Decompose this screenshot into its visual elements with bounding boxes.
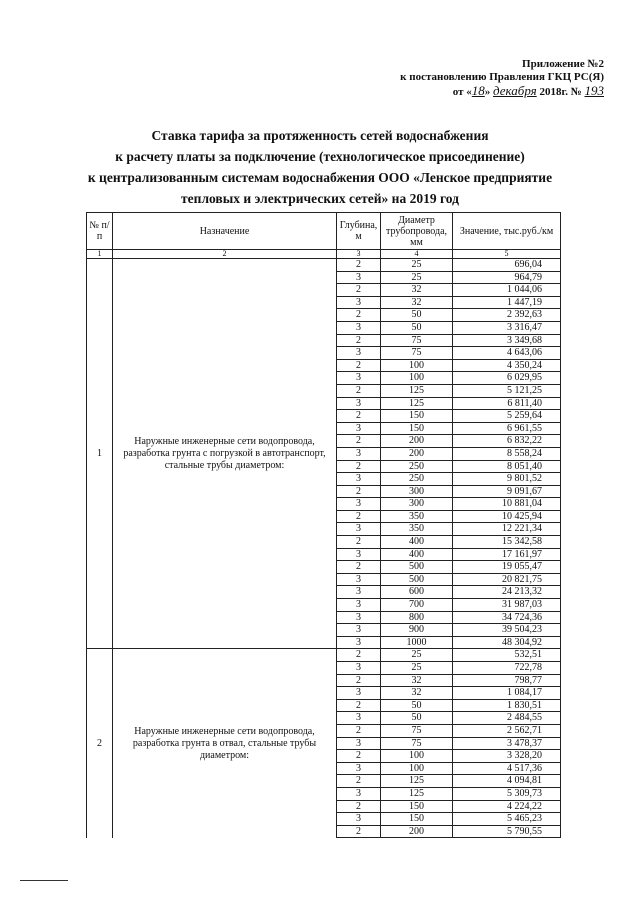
depth-cell: 2 xyxy=(337,460,381,473)
value-cell: 39 504,23 xyxy=(453,624,561,637)
depth-cell: 3 xyxy=(337,599,381,612)
document-title xyxy=(60,125,580,209)
value-cell: 1 447,19 xyxy=(453,296,561,309)
diameter-cell: 100 xyxy=(381,359,453,372)
date-year: 2018г. № xyxy=(539,86,582,98)
diameter-cell: 500 xyxy=(381,561,453,574)
depth-cell: 2 xyxy=(337,435,381,448)
value-cell: 31 987,03 xyxy=(453,599,561,612)
depth-cell: 3 xyxy=(337,712,381,725)
value-cell: 2 562,71 xyxy=(453,724,561,737)
diameter-cell: 125 xyxy=(381,397,453,410)
value-cell: 8 558,24 xyxy=(453,447,561,460)
depth-cell: 3 xyxy=(337,787,381,800)
diameter-cell: 75 xyxy=(381,347,453,360)
diameter-cell: 75 xyxy=(381,724,453,737)
depth-cell: 3 xyxy=(337,321,381,334)
diameter-cell: 32 xyxy=(381,687,453,700)
depth-cell: 2 xyxy=(337,309,381,322)
title-line-3: к централизованным системам водоснабжения ООО «Ленское предприятие xyxy=(87,170,553,185)
value-cell: 8 051,40 xyxy=(453,460,561,473)
diameter-cell: 350 xyxy=(381,510,453,523)
value-cell: 3 478,37 xyxy=(453,737,561,750)
date-day: 18 xyxy=(471,83,485,98)
depth-cell: 3 xyxy=(337,662,381,675)
value-cell: 532,51 xyxy=(453,649,561,662)
diameter-cell: 400 xyxy=(381,548,453,561)
value-cell: 4 224,22 xyxy=(453,800,561,813)
diameter-cell: 300 xyxy=(381,485,453,498)
diameter-cell: 125 xyxy=(381,787,453,800)
diameter-cell: 250 xyxy=(381,473,453,486)
depth-cell: 3 xyxy=(337,762,381,775)
value-cell: 1 084,17 xyxy=(453,687,561,700)
depth-cell: 2 xyxy=(337,284,381,297)
value-cell: 6 029,95 xyxy=(453,372,561,385)
resolution-date xyxy=(304,84,604,99)
value-cell: 5 309,73 xyxy=(453,787,561,800)
diameter-cell: 200 xyxy=(381,825,453,838)
depth-cell: 2 xyxy=(337,649,381,662)
depth-cell: 2 xyxy=(337,674,381,687)
diameter-cell: 300 xyxy=(381,498,453,511)
title-line-2: к расчету платы за подключение (технологическое присоединение) xyxy=(115,149,525,164)
header-diameter: Диаметр трубопровода, мм xyxy=(381,213,453,250)
value-cell: 10 425,94 xyxy=(453,510,561,523)
value-cell: 4 643,06 xyxy=(453,347,561,360)
resolution-line: к постановлению Правления ГКЦ РС(Я) xyxy=(400,71,604,83)
footnote-divider xyxy=(20,880,68,881)
diameter-cell: 600 xyxy=(381,586,453,599)
value-cell: 3 349,68 xyxy=(453,334,561,347)
appendix-block xyxy=(304,58,604,99)
depth-cell: 2 xyxy=(337,699,381,712)
depth-cell: 2 xyxy=(337,561,381,574)
depth-cell: 2 xyxy=(337,536,381,549)
diameter-cell: 250 xyxy=(381,460,453,473)
group-description: Наружные инженерные сети водопровода, разработка грунта с погрузкой в автотранспорт, стальные трубы диаметром: xyxy=(113,259,337,649)
value-cell: 4 350,24 xyxy=(453,359,561,372)
value-cell: 4 517,36 xyxy=(453,762,561,775)
diameter-cell: 350 xyxy=(381,523,453,536)
value-cell: 24 213,32 xyxy=(453,586,561,599)
header-depth: Глубина, м xyxy=(337,213,381,250)
value-cell: 5 121,25 xyxy=(453,384,561,397)
depth-cell: 2 xyxy=(337,775,381,788)
value-cell: 9 091,67 xyxy=(453,485,561,498)
value-cell: 3 316,47 xyxy=(453,321,561,334)
value-cell: 15 342,58 xyxy=(453,536,561,549)
depth-cell: 3 xyxy=(337,636,381,649)
diameter-cell: 25 xyxy=(381,662,453,675)
depth-cell: 2 xyxy=(337,384,381,397)
header-num: № п/п xyxy=(87,213,113,250)
depth-cell: 3 xyxy=(337,498,381,511)
depth-cell: 3 xyxy=(337,813,381,826)
value-cell: 2 484,55 xyxy=(453,712,561,725)
value-cell: 3 328,20 xyxy=(453,750,561,763)
depth-cell: 3 xyxy=(337,687,381,700)
diameter-cell: 25 xyxy=(381,271,453,284)
header-purpose: Назначение xyxy=(113,213,337,250)
value-cell: 17 161,97 xyxy=(453,548,561,561)
value-cell: 4 094,81 xyxy=(453,775,561,788)
depth-cell: 2 xyxy=(337,334,381,347)
diameter-cell: 50 xyxy=(381,712,453,725)
value-cell: 34 724,36 xyxy=(453,611,561,624)
diameter-cell: 1000 xyxy=(381,636,453,649)
depth-cell: 2 xyxy=(337,410,381,423)
diameter-cell: 32 xyxy=(381,284,453,297)
diameter-cell: 32 xyxy=(381,674,453,687)
diameter-cell: 150 xyxy=(381,800,453,813)
value-cell: 9 801,52 xyxy=(453,473,561,486)
diameter-cell: 150 xyxy=(381,813,453,826)
depth-cell: 3 xyxy=(337,737,381,750)
value-cell: 1 044,06 xyxy=(453,284,561,297)
table-row xyxy=(87,259,561,272)
value-cell: 19 055,47 xyxy=(453,561,561,574)
diameter-cell: 25 xyxy=(381,259,453,272)
diameter-cell: 150 xyxy=(381,422,453,435)
date-mid: » xyxy=(484,86,491,98)
diameter-cell: 25 xyxy=(381,649,453,662)
depth-cell: 3 xyxy=(337,611,381,624)
column-number: 5 xyxy=(453,250,561,259)
value-cell: 722,78 xyxy=(453,662,561,675)
diameter-cell: 200 xyxy=(381,447,453,460)
depth-cell: 3 xyxy=(337,271,381,284)
diameter-cell: 100 xyxy=(381,750,453,763)
depth-cell: 2 xyxy=(337,800,381,813)
diameter-cell: 50 xyxy=(381,321,453,334)
group-number: 2 xyxy=(87,649,113,838)
value-cell: 10 881,04 xyxy=(453,498,561,511)
diameter-cell: 32 xyxy=(381,296,453,309)
value-cell: 12 221,34 xyxy=(453,523,561,536)
diameter-cell: 100 xyxy=(381,372,453,385)
date-prefix: от « xyxy=(452,86,472,98)
diameter-cell: 75 xyxy=(381,334,453,347)
diameter-cell: 200 xyxy=(381,435,453,448)
appendix-label: Приложение №2 xyxy=(522,58,604,70)
column-number: 3 xyxy=(337,250,381,259)
tariff-table xyxy=(86,212,561,838)
diameter-cell: 800 xyxy=(381,611,453,624)
value-cell: 6 811,40 xyxy=(453,397,561,410)
value-cell: 1 830,51 xyxy=(453,699,561,712)
column-number: 2 xyxy=(113,250,337,259)
value-cell: 5 259,64 xyxy=(453,410,561,423)
depth-cell: 2 xyxy=(337,750,381,763)
depth-cell: 3 xyxy=(337,624,381,637)
diameter-cell: 125 xyxy=(381,775,453,788)
depth-cell: 3 xyxy=(337,523,381,536)
title-line-1: Ставка тарифа за протяженность сетей водоснабжения xyxy=(151,128,489,143)
depth-cell: 2 xyxy=(337,259,381,272)
group-number: 1 xyxy=(87,259,113,649)
value-cell: 6 832,22 xyxy=(453,435,561,448)
table-body xyxy=(87,259,561,838)
value-cell: 5 790,55 xyxy=(453,825,561,838)
value-cell: 6 961,55 xyxy=(453,422,561,435)
depth-cell: 3 xyxy=(337,372,381,385)
value-cell: 5 465,23 xyxy=(453,813,561,826)
value-cell: 48 304,92 xyxy=(453,636,561,649)
depth-cell: 3 xyxy=(337,296,381,309)
header-value: Значение, тыс.руб./км xyxy=(453,213,561,250)
diameter-cell: 75 xyxy=(381,737,453,750)
diameter-cell: 150 xyxy=(381,410,453,423)
depth-cell: 2 xyxy=(337,485,381,498)
depth-cell: 3 xyxy=(337,573,381,586)
title-line-4: тепловых и электрических сетей» на 2019 год xyxy=(181,191,459,206)
depth-cell: 3 xyxy=(337,347,381,360)
value-cell: 798,77 xyxy=(453,674,561,687)
diameter-cell: 400 xyxy=(381,536,453,549)
document-number: 193 xyxy=(584,83,604,98)
table-row xyxy=(87,649,561,662)
group-description: Наружные инженерные сети водопровода, разработка грунта в отвал, стальные трубы диаметром: xyxy=(113,649,337,838)
depth-cell: 2 xyxy=(337,724,381,737)
depth-cell: 3 xyxy=(337,397,381,410)
value-cell: 20 821,75 xyxy=(453,573,561,586)
depth-cell: 3 xyxy=(337,422,381,435)
value-cell: 964,79 xyxy=(453,271,561,284)
diameter-cell: 50 xyxy=(381,309,453,322)
depth-cell: 2 xyxy=(337,510,381,523)
diameter-cell: 700 xyxy=(381,599,453,612)
date-month: декабря xyxy=(493,83,537,98)
diameter-cell: 125 xyxy=(381,384,453,397)
depth-cell: 2 xyxy=(337,359,381,372)
value-cell: 2 392,63 xyxy=(453,309,561,322)
diameter-cell: 50 xyxy=(381,699,453,712)
diameter-cell: 900 xyxy=(381,624,453,637)
column-number: 1 xyxy=(87,250,113,259)
value-cell: 696,04 xyxy=(453,259,561,272)
depth-cell: 3 xyxy=(337,447,381,460)
depth-cell: 3 xyxy=(337,548,381,561)
column-number: 4 xyxy=(381,250,453,259)
depth-cell: 3 xyxy=(337,473,381,486)
diameter-cell: 500 xyxy=(381,573,453,586)
depth-cell: 2 xyxy=(337,825,381,838)
depth-cell: 3 xyxy=(337,586,381,599)
diameter-cell: 100 xyxy=(381,762,453,775)
header-row xyxy=(87,213,561,250)
column-number-row xyxy=(87,250,561,259)
